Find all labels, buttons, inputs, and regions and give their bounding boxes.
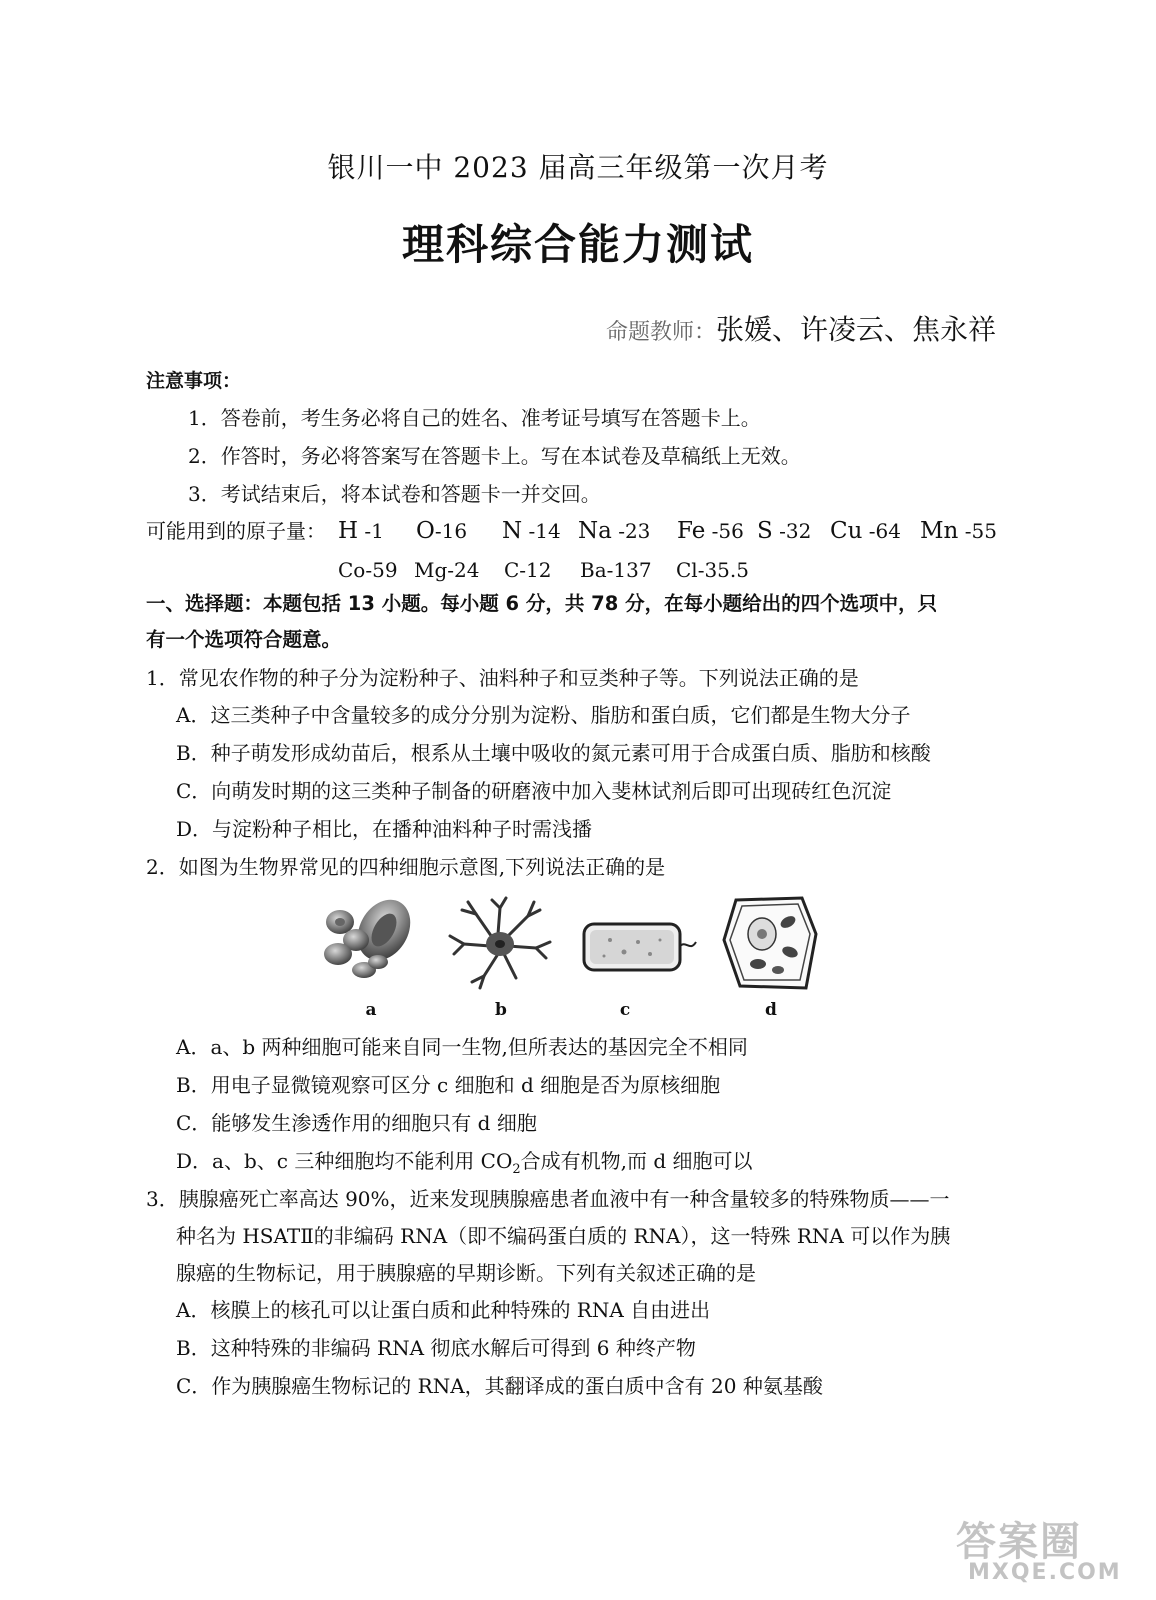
notice-item: 3．考试结束后，将本试卷和答题卡一并交回。 xyxy=(188,482,601,506)
atomic-mass-item: Mn -55 xyxy=(920,518,997,544)
cell-label-d: d xyxy=(765,1000,777,1020)
q2-stem: 2．如图为生物界常见的四种细胞示意图,下列说法正确的是 xyxy=(146,855,666,879)
atomic-mass-item: Co-59 xyxy=(338,558,398,582)
section-heading-line2: 有一个选项符合题意。 xyxy=(146,628,342,651)
cell-label-b: b xyxy=(495,1000,507,1020)
q2-option-b: B．用电子显微镜观察可区分 c 细胞和 d 细胞是否为原核细胞 xyxy=(176,1073,721,1097)
atomic-mass-item: C-12 xyxy=(504,558,552,582)
red-blood-cell-image xyxy=(318,892,418,988)
atomic-mass-item: Fe -56 xyxy=(677,518,744,544)
q3-option-c: C．作为胰腺癌生物标记的 RNA，其翻译成的蛋白质中含有 20 种氨基酸 xyxy=(176,1374,823,1398)
atomic-mass-item: Cu -64 xyxy=(830,518,901,544)
q2-option-d: D．a、b、c 三种细胞均不能利用 $CO_2$合成有机物,而 d 细胞可以 xyxy=(176,1149,753,1177)
notice-item: 2．作答时，务必将答案写在答题卡上。写在本试卷及草稿纸上无效。 xyxy=(188,444,801,468)
q3-stem-line1: 3．胰腺癌死亡率高达 90%，近来发现胰腺癌患者血液中有一种含量较多的特殊物质——一 xyxy=(146,1187,950,1211)
atomic-mass-item: Na -23 xyxy=(578,518,651,544)
neuron-image xyxy=(446,894,556,990)
q3-stem-line3: 腺癌的生物标记，用于胰腺癌的早期诊断。下列有关叙述正确的是 xyxy=(176,1261,756,1285)
atomic-mass-label: 可能用到的原子量： xyxy=(146,519,326,543)
q1-stem: 1．常见农作物的种子分为淀粉种子、油料种子和豆类种子等。下列说法正确的是 xyxy=(146,666,859,690)
bacterium-image xyxy=(580,918,700,978)
plant-cell-image xyxy=(722,894,818,992)
notice-heading: 注意事项： xyxy=(146,370,242,392)
watermark-logo: 答案圈 MXQE.COM xyxy=(956,1519,1122,1585)
atomic-mass-item: O-16 xyxy=(416,518,468,544)
author-names: 张媛、许凌云、焦永祥 xyxy=(715,313,996,346)
notice-item: 1．答卷前，考生务必将自己的姓名、准考证号填写在答题卡上。 xyxy=(188,406,761,430)
atomic-mass-item: Mg-24 xyxy=(414,558,480,582)
q1-option-a: A．这三类种子中含量较多的成分分别为淀粉、脂肪和蛋白质，它们都是生物大分子 xyxy=(176,703,911,727)
author-line xyxy=(606,308,996,348)
atomic-mass-item: N -14 xyxy=(502,518,561,544)
atomic-mass-item: Cl-35.5 xyxy=(676,558,749,582)
q3-option-a: A．核膜上的核孔可以让蛋白质和此种特殊的 RNA 自由进出 xyxy=(176,1298,711,1322)
exam-title: 银川一中 2023 届高三年级第一次月考 xyxy=(327,151,829,184)
q3-option-b: B．这种特殊的非编码 RNA 彻底水解后可得到 6 种终产物 xyxy=(176,1336,696,1360)
q1-option-d: D．与淀粉种子相比，在播种油料种子时需浅播 xyxy=(176,817,593,841)
cell-label-a: a xyxy=(365,1000,377,1020)
q1-option-b: B．种子萌发形成幼苗后，根系从土壤中吸收的氮元素可用于合成蛋白质、脂肪和核酸 xyxy=(176,741,931,765)
q2-option-c: C．能够发生渗透作用的细胞只有 d 细胞 xyxy=(176,1111,537,1135)
atomic-mass-item: S -32 xyxy=(757,518,812,544)
cell-label-c: c xyxy=(619,1000,631,1020)
subject-title: 理科综合能力测试 xyxy=(401,220,754,269)
q1-option-c: C．向萌发时期的这三类种子制备的研磨液中加入斐林试剂后即可出现砖红色沉淀 xyxy=(176,779,892,803)
q3-stem-line2: 种名为 HSATⅡ的非编码 RNA（即不编码蛋白质的 RNA），这一特殊 RNA 可以作为胰 xyxy=(176,1224,951,1248)
section-heading-line1: 一、选择题：本题包括 13 小题。每小题 6 分，共 78 分，在每小题给出的四个选项中，只 xyxy=(146,592,938,615)
author-label: 命题教师： xyxy=(605,320,716,345)
q2-option-a: A．a、b 两种细胞可能来自同一生物,但所表达的基因完全不相同 xyxy=(176,1035,748,1059)
atomic-mass-item: H -1 xyxy=(338,518,384,544)
atomic-mass-item: Ba-137 xyxy=(580,558,652,582)
cell-figure xyxy=(318,892,818,1022)
